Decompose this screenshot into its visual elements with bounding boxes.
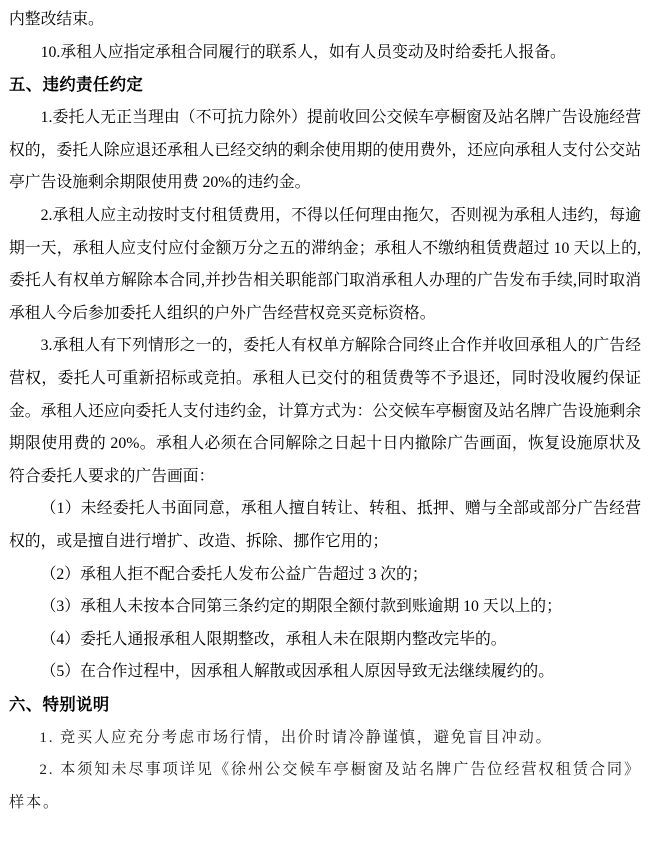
section-5-paragraph-2: 2.承租人应主动按时支付租赁费用，不得以任何理由拖欠，否则视为承租人违约，每逾期一天，承租人应支付应付金额万分之五的滞纳金；承租人不缴纳租赁费超过 10 天以上的,委托人有权单方解除本合同,并抄告相关职能部门取消承租人办理的广告发布手续,同时取消承租人今后参加委托人组织的户外广告经营权竞买竞标资格。	[9, 206, 641, 322]
section-5-item-2: （2）承租人拒不配合委托人发布公益广告超过 3 次的；	[40, 565, 428, 583]
section-5-item-3: （3）承租人未按本合同第三条约定的期限全额付款到账逾期 10 天以上的；	[40, 598, 562, 616]
section-5-paragraph-1: 1.委托人无正当理由（不可抗力除外）提前收回公交候车亭橱窗及站名牌广告设施经营权的，委托人除应退还承租人已经交纳的剩余使用期的使用费外，还应向承租人支付公交站亭广告设施剩余期限使用费 20%的违约金。	[9, 109, 641, 192]
section-5-item-5: （5）在合作过程中，因承租人解散或因承租人原因导致无法继续履约的。	[40, 663, 554, 681]
continuation-line: 内整改结束。	[9, 11, 104, 28]
section-5-heading: 五、违约责任约定	[9, 76, 144, 95]
section-6-heading: 六、特别说明	[9, 695, 110, 714]
section-6-item-1: 1. 竞买人应充分考虑市场行情，出价时请冷静谨慎，避免盲目冲动。	[39, 728, 553, 746]
clause-10: 10.承租人应指定承租合同履行的联系人，如有人员变动及时给委托人报备。	[40, 43, 566, 61]
section-5-item-1: （1）未经委托人书面同意，承租人擅自转让、转租、抵押、赠与全部或部分广告经营权的，或是擅自进行增扩、改造、拆除、挪作它用的；	[9, 500, 641, 550]
section-6-item-2: 2. 本须知未尽事项详见《徐州公交候车亭橱窗及站名牌广告位经营权租赁合同》样本。	[9, 761, 641, 812]
section-5-item-4: （4）委托人通报承租人限期整改，承租人未在限期内整改完毕的。	[40, 630, 507, 648]
section-5-paragraph-3: 3.承租人有下列情形之一的，委托人有权单方解除合同终止合作并收回承租人的广告经营权，委托人可重新招标或竞拍。承租人已交付的租赁费等不予退还，同时没收履约保证金。承租人还应向委托人支付违约金，计算方式为：公交候车亭橱窗及站名牌广告设施剩余期限使用费的 20%。承租人必须在合同解除之日起十日内撤除广告画面，恢复设施原状及符合委托人要求的广告画面：	[9, 337, 641, 485]
